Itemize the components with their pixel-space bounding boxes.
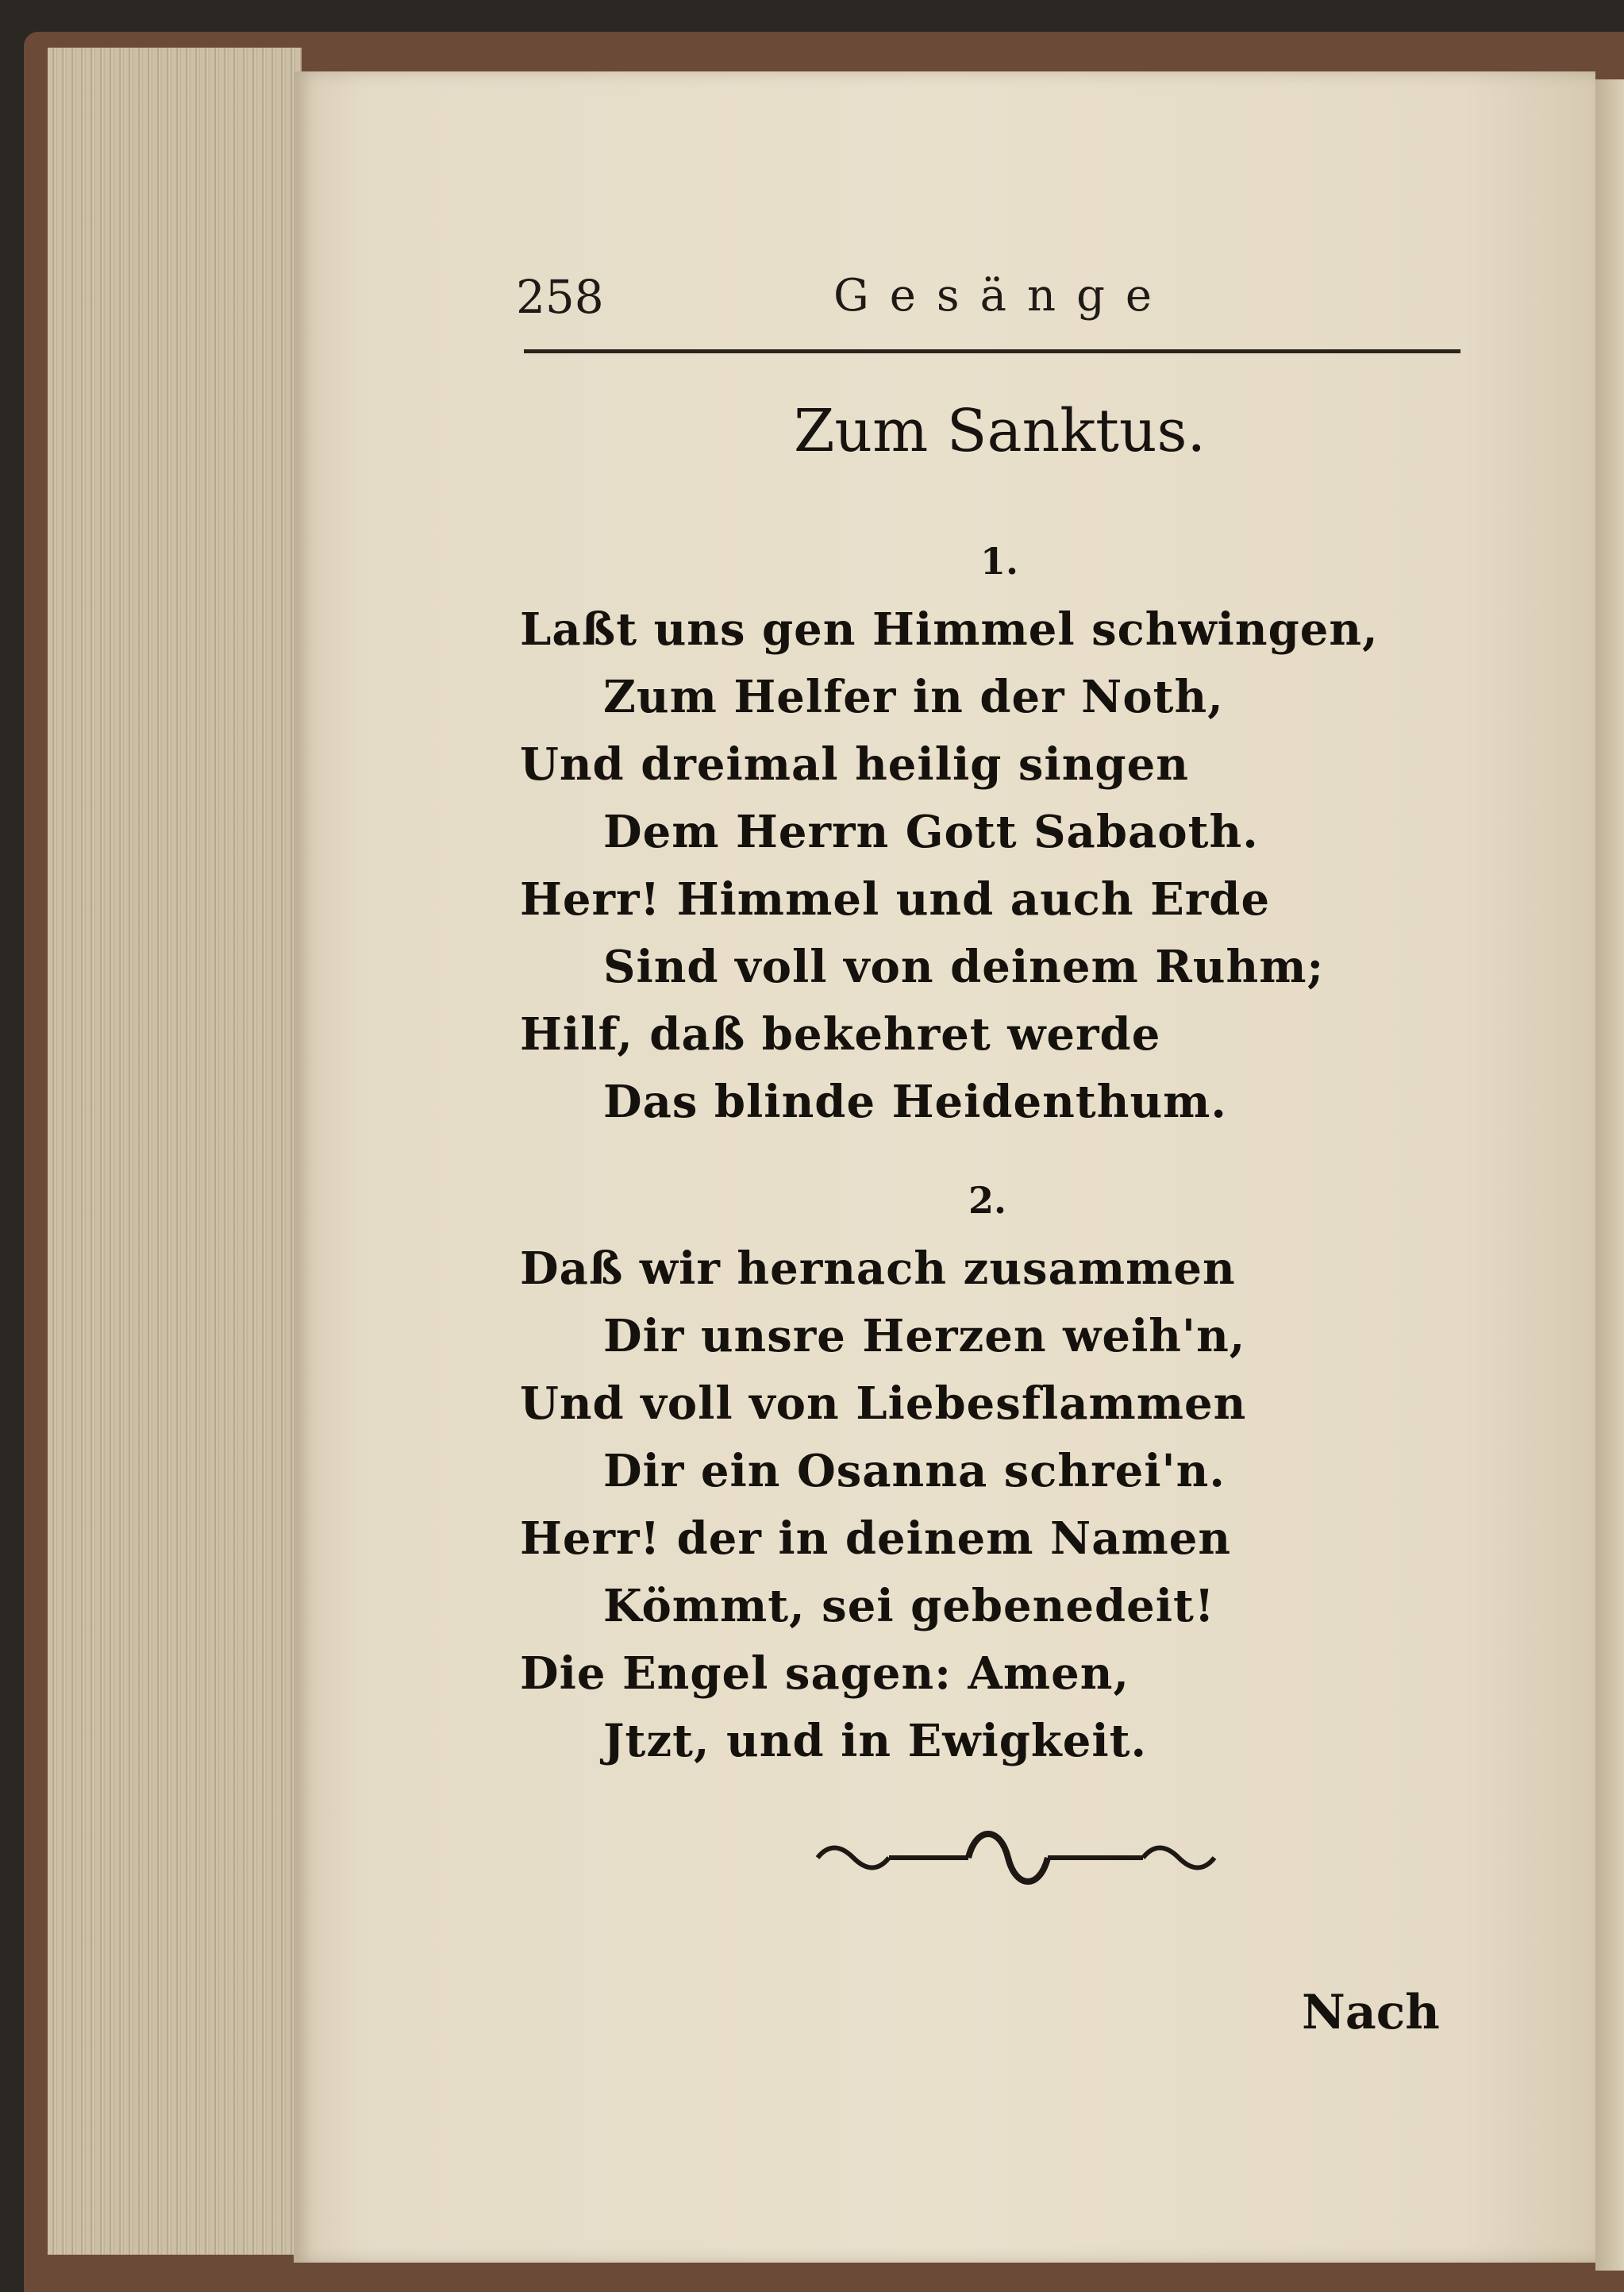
catchword: Nach (1302, 1985, 1440, 2040)
verse-line: Und dreimal heilig singen (520, 738, 1189, 791)
verse-line: Herr! der in deinem Namen (520, 1512, 1232, 1565)
stanza-number: 2. (968, 1179, 1007, 1222)
stanza-number: 1. (980, 540, 1019, 583)
verse-line: Herr! Himmel und auch Erde (520, 873, 1271, 926)
verse-line: Dir unsre Herzen weih'n, (603, 1310, 1246, 1362)
hymn-heading: Zum Sanktus. (794, 397, 1206, 465)
verse-line: Daß wir hernach zusammen (520, 1242, 1236, 1295)
page-number: 258 (516, 270, 604, 324)
verse-line: Dir ein Osanna schrei'n. (603, 1445, 1226, 1497)
header-rule (524, 349, 1460, 353)
verse-line: Laßt uns gen Himmel schwingen, (520, 603, 1379, 656)
page-block-edges (48, 48, 302, 2255)
verse-line: Hilf, daß bekehret werde (520, 1008, 1161, 1061)
verse-line: Die Engel sagen: Amen, (520, 1647, 1129, 1700)
verse-line: Und voll von Liebesflammen (520, 1377, 1247, 1430)
verse-line: Das blinde Heidenthum. (603, 1076, 1227, 1128)
verse-line: Dem Herrn Gott Sabaoth. (603, 806, 1259, 858)
verse-line: Jtzt, und in Ewigkeit. (603, 1715, 1147, 1767)
page-header (516, 262, 1460, 333)
verse-line: Zum Helfer in der Noth, (603, 671, 1224, 723)
running-head: Gesänge (833, 270, 1173, 322)
verse-line: Sind voll von deinem Ruhm; (603, 941, 1325, 993)
verse-line: Kömmt, sei gebenedeit! (603, 1580, 1215, 1632)
facing-page-edge (1595, 79, 1624, 2271)
tailpiece-ornament (810, 1826, 1222, 1889)
